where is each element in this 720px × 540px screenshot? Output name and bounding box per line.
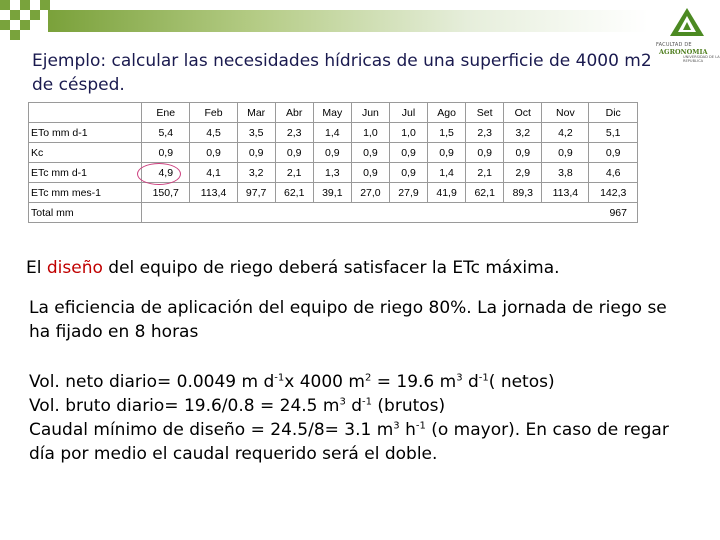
table-cell: 150,7 [142,183,190,203]
table-cell: 39,1 [313,183,351,203]
month-header: Ene [142,103,190,123]
table-cell: 89,3 [504,183,542,203]
text-fragment: d [462,372,479,392]
table-cell: 62,1 [275,183,313,203]
month-header: Jun [351,103,389,123]
text-fragment: del equipo de riego deberá satisfacer la ETc máxima. [102,258,560,278]
row-label: Kc [29,143,142,163]
table-cell: 2,9 [504,163,542,183]
table-cell: 0,9 [389,163,427,183]
month-header: Set [466,103,504,123]
superscript: -1 [274,372,285,384]
table-cell: 0,9 [589,143,638,163]
table-cell: 27,9 [389,183,427,203]
table-cell: 1,4 [313,123,351,143]
table-cell: 62,1 [466,183,504,203]
min-flow-line [29,418,689,466]
table-cell: 3,2 [237,163,275,183]
highlight-circle [137,163,181,185]
table-cell: 2,1 [466,163,504,183]
table-row-total [29,203,638,223]
table-cell: 0,9 [351,163,389,183]
gross-volume-line [29,394,689,418]
table-cell: 3,2 [504,123,542,143]
superscript: -1 [362,396,373,408]
table-row-eto [29,123,638,143]
month-header: Abr [275,103,313,123]
row-label: ETc mm d-1 [29,163,142,183]
table-cell: 0,9 [351,143,389,163]
table-cell: 113,4 [542,183,589,203]
slide-title: Ejemplo: calcular las necesidades hídricas de una superficie de 4000 m2 de césped. [32,51,652,95]
table-cell: 27,0 [351,183,389,203]
month-header: Ago [428,103,466,123]
table-cell: 0,9 [428,143,466,163]
total-value: 967 [142,203,638,223]
table-cell: 5,4 [142,123,190,143]
efficiency-text: La eficiencia de aplicación del equipo de riego 80%. La jornada de riego se ha fijado en 8 horas [29,298,667,342]
table-cell: 1,3 [313,163,351,183]
table-cell: 4,6 [589,163,638,183]
table-cell: 3,5 [237,123,275,143]
row-label: ETc mm mes-1 [29,183,142,203]
month-header: Nov [542,103,589,123]
text-fragment: Caudal mínimo de diseño = 24.5/8= 3.1 m [29,420,394,440]
text-fragment: h [399,420,416,440]
logo-text-line3: UNIVERSIDAD DE LA REPUBLICA [683,55,720,63]
table-cell: 2,1 [275,163,313,183]
water-needs-table [28,102,638,223]
table-cell: 0,9 [237,143,275,163]
superscript: -1 [478,372,489,384]
table-header-row [29,103,638,123]
text-fragment: ( netos) [488,372,555,392]
table-cell: 4,9 [142,163,190,183]
table-cell: 41,9 [428,183,466,203]
table-cell: 0,9 [313,143,351,163]
table-row-kc [29,143,638,163]
table-cell: 0,9 [142,143,190,163]
month-header: May [313,103,351,123]
table-cell: 4,1 [190,163,237,183]
text-fragment: x 4000 m [284,372,365,392]
table-cell: 1,5 [428,123,466,143]
table-cell: 0,9 [275,143,313,163]
text-fragment: (o mayor). En caso de regar día por medio el caudal requerido será el doble. [29,420,669,464]
net-volume-line [29,370,689,394]
superscript: -1 [415,420,426,432]
logo-text-line2: AGRONOMIA [659,48,708,56]
header-gradient-bar [48,10,648,32]
logo-text-line1: FACULTAD DE [656,42,692,48]
month-header: Jul [389,103,427,123]
table-cell: 0,9 [504,143,542,163]
table-cell: 1,0 [389,123,427,143]
month-header: Oct [504,103,542,123]
table-row-etc-monthly [29,183,638,203]
table-cell: 97,7 [237,183,275,203]
table-cell: 0,9 [389,143,427,163]
table-cell: 2,3 [275,123,313,143]
text-fragment: El [26,258,47,278]
text-fragment: (brutos) [372,396,446,416]
table-row-etc-daily [29,163,638,183]
table-cell: 1,0 [351,123,389,143]
table-cell: 4,5 [190,123,237,143]
table-cell: 0,9 [190,143,237,163]
row-label: Total mm [29,203,142,223]
text-fragment: Vol. bruto diario= 19.6/0.8 = 24.5 m [29,396,340,416]
highlight-word: diseño [46,258,103,278]
table-cell: 2,3 [466,123,504,143]
table-cell: 5,1 [589,123,638,143]
table-cell: 1,4 [428,163,466,183]
superscript: 3 [339,396,346,408]
month-header: Feb [190,103,237,123]
table-cell: 142,3 [589,183,638,203]
table-corner-cell [29,103,142,123]
text-fragment: Vol. neto diario= 0.0049 m d [29,372,275,392]
row-label: ETo mm d-1 [29,123,142,143]
table-cell: 0,9 [542,143,589,163]
superscript: 2 [364,372,372,384]
text-fragment: d [345,396,363,416]
text-fragment: = 19.6 m [371,372,457,392]
superscript: 3 [456,372,463,384]
month-header: Mar [237,103,275,123]
table-cell: 113,4 [190,183,237,203]
design-requirement-text [26,256,686,280]
month-header: Dic [589,103,638,123]
calculation-block [29,370,689,466]
table-cell: 3,8 [542,163,589,183]
superscript: 3 [393,420,400,432]
table-cell: 0,9 [466,143,504,163]
table-cell: 4,2 [542,123,589,143]
